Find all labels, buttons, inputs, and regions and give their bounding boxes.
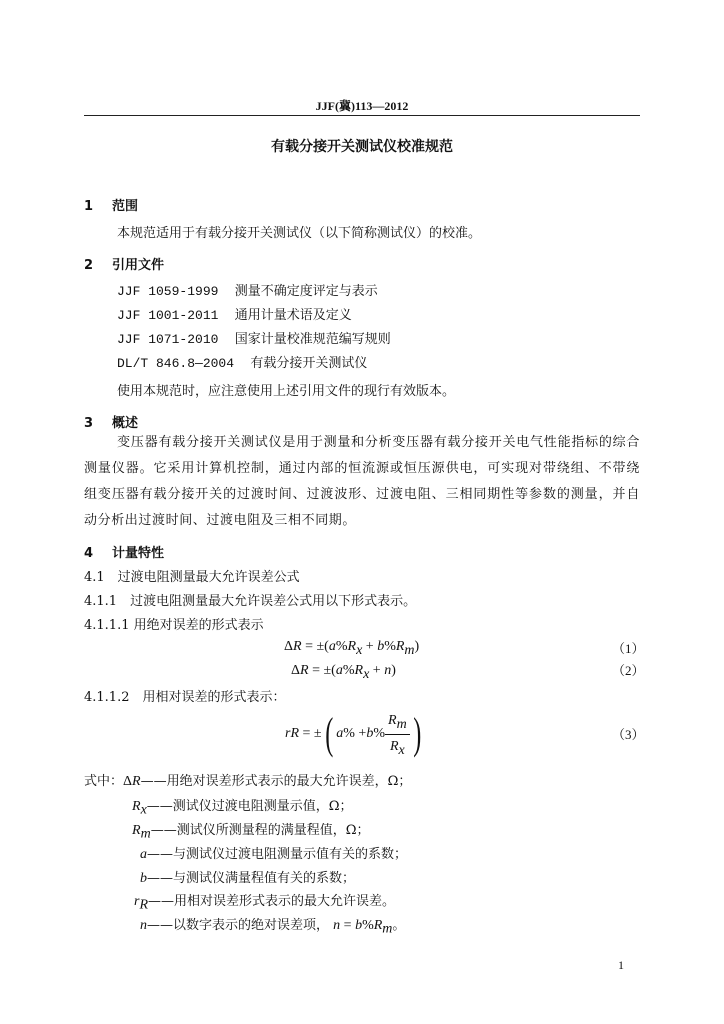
section-3-heading <box>84 412 138 431</box>
section-number: 1 <box>84 199 94 214</box>
section-number: 4 <box>84 546 94 561</box>
section-number: 3 <box>84 416 94 431</box>
section-3-paragraph <box>84 430 640 534</box>
reference-code: JJF 1059-1999 <box>117 284 219 299</box>
reference-item <box>117 328 391 347</box>
definition-text: ——与测试仪满量程值有关的系数； <box>147 871 356 886</box>
equation-3-number: （3） <box>612 727 645 742</box>
definition-n: n——以数字表示的绝对误差项， $n = b\%R_m$。 <box>140 918 406 937</box>
section-2-heading <box>84 254 164 273</box>
section-title: 概述 <box>112 416 139 431</box>
definition-text: ——测试仪所测量程的满量程值，Ω； <box>150 823 370 838</box>
section-title: 范围 <box>112 199 139 214</box>
section-title: 引用文件 <box>112 258 165 273</box>
reference-code: JJF 1001-2011 <box>117 308 219 323</box>
reference-item <box>117 280 378 299</box>
equation-3: r R = ± ( a % + b % $\frac{R_m}{R_x}$ ) <box>285 709 422 758</box>
clause-4-1-1-2: 4.1.1.2 用相对误差的形式表示： <box>84 690 286 705</box>
definition-text: ——用绝对误差形式表示的最大允许误差，Ω； <box>140 774 412 789</box>
fraction: $\frac{R_m}{R_x}$ <box>385 709 410 758</box>
reference-item <box>117 304 352 323</box>
clause-4-1: 4.1 过渡电阻测量最大允许误差公式 <box>84 570 300 585</box>
section-number: 2 <box>84 258 94 273</box>
definition-prefix: 式中： <box>84 774 124 789</box>
reference-code: DL/T 846.8—2004 <box>117 356 235 371</box>
page-number: 1 <box>618 958 624 972</box>
definition-text: ——测试仪过渡电阻测量示值，Ω； <box>146 799 353 814</box>
section-4-heading <box>84 542 164 561</box>
document-title: 有载分接开关测试仪校准规范 <box>271 139 453 155</box>
reference-name: 测量不确定度评定与表示 <box>234 284 378 299</box>
definition-text: ——用相对误差形式表示的最大允许误差。 <box>148 894 396 909</box>
definition-rr: $r_R——$用相对误差形式表示的最大允许误差。 <box>134 894 396 913</box>
definition-rx: $R_x——$测试仪过渡电阻测量示值，Ω； <box>132 799 353 818</box>
definition-rm: $R_m——$测试仪所测量程的满量程值，Ω； <box>132 823 370 842</box>
definition-end: 。 <box>392 918 406 933</box>
equation-1-number: （1） <box>612 641 645 656</box>
section-1-heading <box>84 195 138 214</box>
equation-2-number: （2） <box>612 663 645 678</box>
reference-name: 有载分接开关测试仪 <box>250 356 368 371</box>
section-title: 计量特性 <box>112 546 165 561</box>
definition-text: ——以数字表示的绝对误差项， <box>147 918 330 933</box>
header-rule <box>84 115 640 116</box>
document-code-header: JJF(冀)113—2012 <box>315 99 409 113</box>
section-3-text: 变压器有载分接开关测试仪是用于测量和分析变压器有载分接开关电气性能指标的综合测量仪器。它采用计算机控制，通过内部的恒流源或恒压源供电，可实现对带绕组、不带绕组变压器有载分接开关的过渡时间、过渡波形、过渡电阻、三相同期性等参数的测量，并自动分析出过渡时间、过渡电阻及三相不同期。 <box>84 435 640 528</box>
reference-code: JJF 1071-2010 <box>117 332 219 347</box>
reference-name: 国家计量校准规范编写规则 <box>234 332 391 347</box>
equation-1: $\Delta R = \pm(a\%R_x + b\%R_m)$ <box>284 639 420 659</box>
section-1-text: 本规范适用于有载分接开关测试仪（以下简称测试仪）的校准。 <box>117 226 482 241</box>
clause-4-1-1-1: 4.1.1.1 用绝对误差的形式表示 <box>84 618 264 633</box>
definition-b: b——与测试仪满量程值有关的系数； <box>140 871 356 886</box>
equation-2: $\Delta R = \pm(a\%R_x + n)$ <box>291 663 396 683</box>
reference-name: 通用计量术语及定义 <box>234 308 352 323</box>
reference-item <box>117 352 367 371</box>
section-2-note: 使用本规范时，应注意使用上述引用文件的现行有效版本。 <box>117 384 456 399</box>
definition-delta-r: 式中：ΔR——用绝对误差形式表示的最大允许误差，Ω； <box>84 774 412 789</box>
definition-text: ——与测试仪过渡电阻测量示值有关的系数； <box>147 847 408 862</box>
definition-a: a——与测试仪过渡电阻测量示值有关的系数； <box>140 847 408 862</box>
clause-4-1-1: 4.1.1 过渡电阻测量最大允许误差公式用以下形式表示。 <box>84 594 417 609</box>
